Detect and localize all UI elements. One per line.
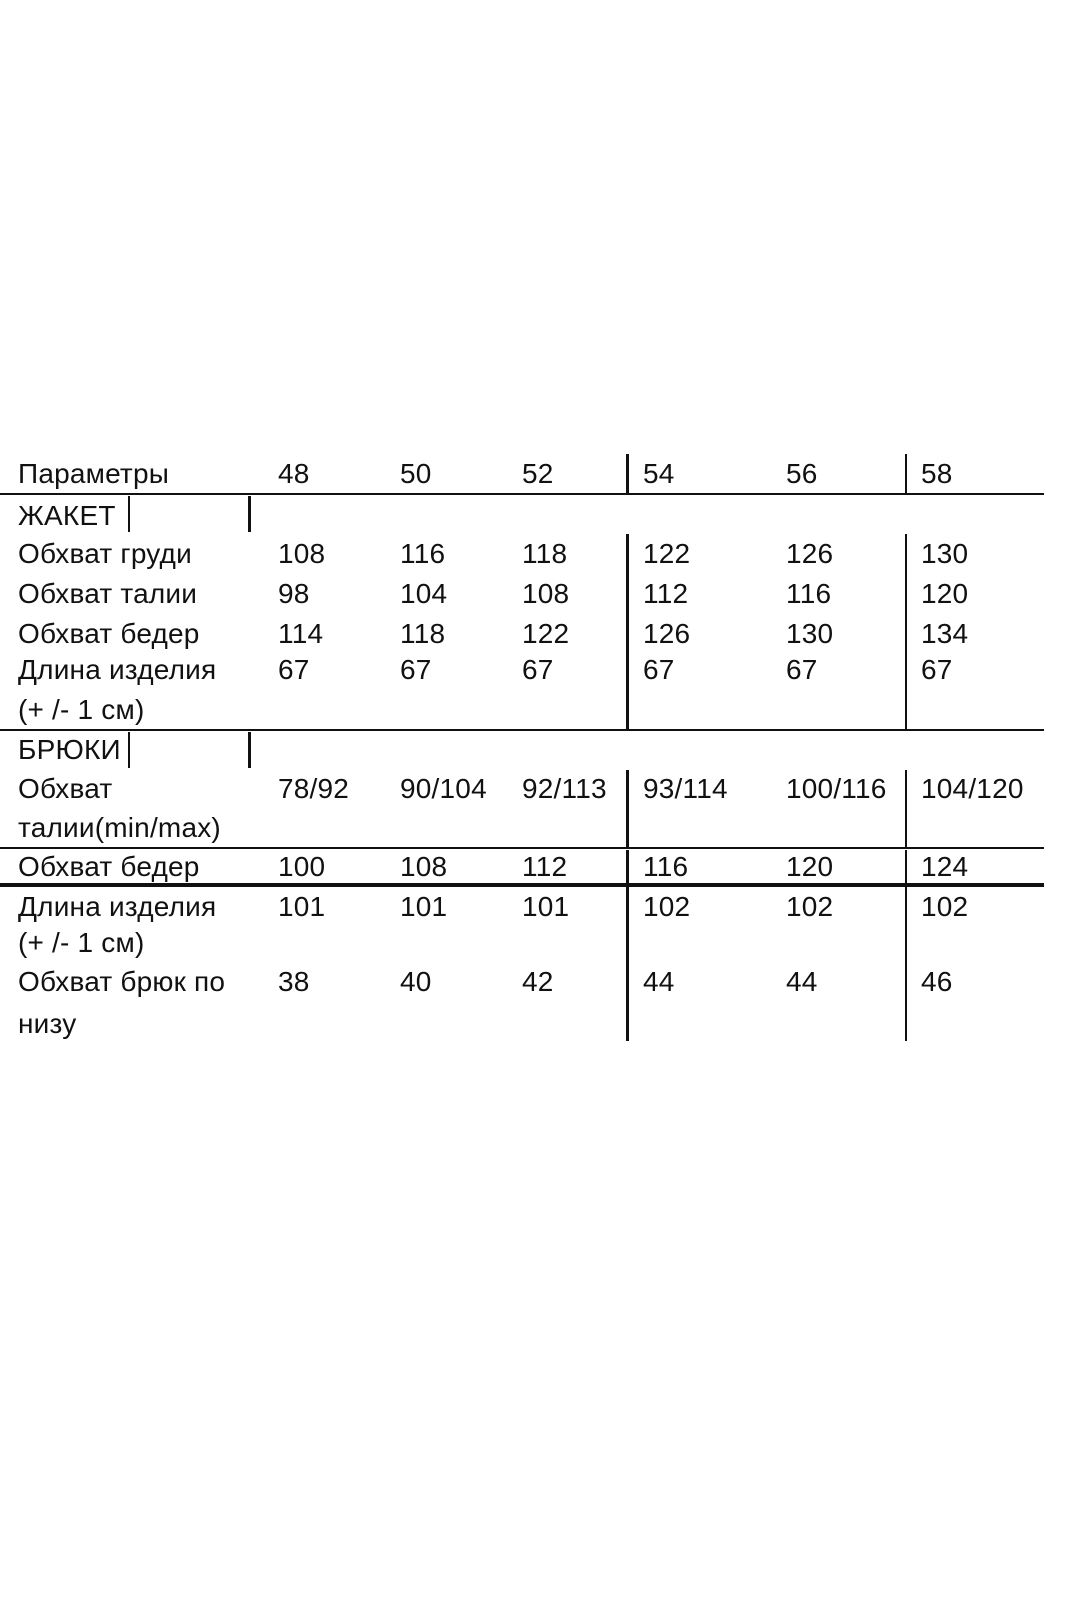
section-title-divider (248, 496, 251, 532)
row-label: Длина изделия (18, 654, 217, 685)
cell-value: 38 (278, 966, 310, 997)
cell-value: 46 (921, 966, 953, 997)
cell-value: 44 (786, 966, 818, 997)
cell-value: 67 (278, 654, 310, 685)
row-label: Обхват бедер (18, 851, 200, 882)
cell-value: 40 (400, 966, 432, 997)
cell-value: 42 (522, 966, 554, 997)
cell-value: 130 (921, 538, 969, 569)
cell-value: 130 (786, 618, 834, 649)
size-52: 52 (522, 458, 554, 489)
cell-value: 108 (400, 851, 448, 882)
cell-value: 78/92 (278, 773, 350, 804)
cell-value: 116 (643, 851, 689, 882)
cell-value: 112 (643, 578, 689, 609)
cell-value: 101 (522, 891, 570, 922)
cell-value: 67 (643, 654, 675, 685)
row-label: Обхват брюк по (18, 966, 226, 997)
row-label: Обхват талии (18, 578, 198, 609)
cell-value: 67 (522, 654, 554, 685)
row-label-note: (+ /- 1 см) (18, 927, 145, 958)
cell-value: 114 (278, 618, 324, 649)
column-divider (905, 850, 907, 884)
column-divider (905, 534, 907, 730)
row-label: Длина изделия (18, 891, 217, 922)
cell-value: 120 (786, 851, 834, 882)
cell-value: 104/120 (921, 773, 1024, 804)
column-divider (626, 887, 629, 1041)
row-label-note: (+ /- 1 см) (18, 694, 145, 725)
cell-value: 93/114 (643, 773, 728, 804)
row-label-note: талии(min/max) (18, 812, 221, 843)
section-title-divider (128, 732, 130, 768)
column-divider (626, 770, 629, 848)
header-underline (0, 493, 1044, 495)
cell-value: 126 (643, 618, 691, 649)
cell-value: 67 (400, 654, 432, 685)
size-50: 50 (400, 458, 432, 489)
cell-value: 44 (643, 966, 675, 997)
header-divider (626, 454, 629, 494)
size-58: 58 (921, 458, 953, 489)
size-54: 54 (643, 458, 675, 489)
cell-value: 108 (278, 538, 326, 569)
cell-value: 100/116 (786, 773, 887, 804)
cell-value: 102 (643, 891, 691, 922)
cell-value: 101 (278, 891, 326, 922)
cell-value: 101 (400, 891, 448, 922)
cell-value: 102 (921, 891, 969, 922)
cell-value: 116 (786, 578, 832, 609)
header-divider (905, 454, 907, 494)
row-label: Обхват бедер (18, 618, 200, 649)
column-divider (626, 534, 629, 730)
cell-value: 122 (643, 538, 691, 569)
size-48: 48 (278, 458, 310, 489)
row-label-note: низу (18, 1008, 77, 1039)
cell-value: 122 (522, 618, 570, 649)
cell-value: 134 (921, 618, 969, 649)
section-title-divider (248, 732, 251, 768)
cell-value: 126 (786, 538, 834, 569)
row-label: Обхват груди (18, 538, 192, 569)
cell-value: 112 (522, 851, 568, 882)
cell-value: 116 (400, 538, 446, 569)
section-title-divider (128, 496, 130, 532)
cell-value: 92/113 (522, 773, 607, 804)
cell-value: 67 (786, 654, 818, 685)
cell-value: 108 (522, 578, 570, 609)
section-title-jacket: ЖАКЕТ (18, 500, 116, 531)
cell-value: 98 (278, 578, 310, 609)
section-separator (0, 729, 1044, 731)
cell-value: 90/104 (400, 773, 487, 804)
cell-value: 118 (522, 538, 568, 569)
column-divider (905, 887, 907, 1041)
size-56: 56 (786, 458, 818, 489)
cell-value: 120 (921, 578, 969, 609)
header-label: Параметры (18, 458, 170, 489)
cell-value: 104 (400, 578, 448, 609)
row-separator (0, 847, 1044, 849)
cell-value: 118 (400, 618, 446, 649)
cell-value: 124 (921, 851, 969, 882)
row-separator-thick (0, 883, 1044, 887)
row-label: Обхват (18, 773, 113, 804)
section-title-trousers: БРЮКИ (18, 734, 121, 765)
cell-value: 100 (278, 851, 326, 882)
cell-value: 102 (786, 891, 834, 922)
column-divider (905, 770, 907, 848)
cell-value: 67 (921, 654, 953, 685)
column-divider (626, 850, 629, 884)
